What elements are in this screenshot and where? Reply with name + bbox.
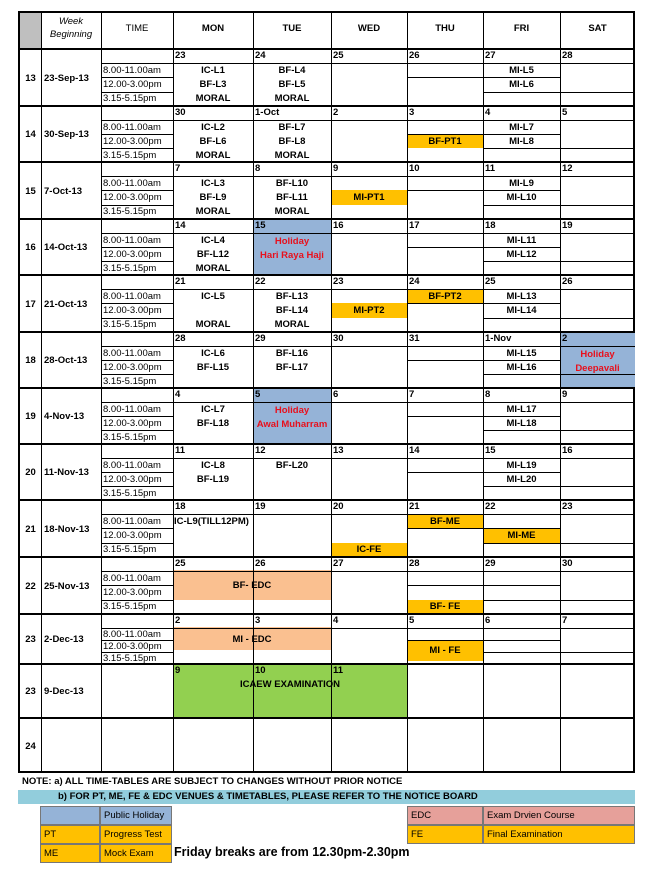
time-slot: 12.00-3.00pm [103, 192, 162, 203]
tue-entry: MORAL [274, 93, 310, 105]
friday-note: Friday breaks are from 12.30pm-2.30pm [174, 845, 410, 859]
week-date: 21-Oct-13 [44, 298, 88, 310]
time-slot: 3.15-5.15pm [103, 487, 157, 499]
time-slot: 3.15-5.15pm [103, 149, 157, 161]
day-number: 13 [333, 445, 344, 456]
edc-label: BF- EDC [232, 580, 272, 591]
time-slot: 8.00-11.00am [103, 121, 161, 133]
time-slot: 12.00-3.00pm [103, 640, 162, 652]
holiday-label: Hari Raya Haji [260, 250, 324, 261]
day-number: 21 [175, 276, 186, 287]
holiday-label: Awal Muharram [256, 419, 328, 430]
day-number: 6 [333, 389, 339, 400]
day-number: 11 [485, 163, 496, 174]
mon-entry: BF-L15 [196, 361, 230, 373]
mon-entry: MORAL [195, 206, 231, 218]
time-slot: 8.00-11.00am [103, 177, 161, 189]
week-date: 14-Oct-13 [44, 242, 88, 253]
grid-line [407, 472, 483, 473]
day-number: 15 [255, 220, 266, 231]
holiday-label: Deepavali [575, 363, 620, 374]
time-slot: 12.00-3.00pm [103, 587, 162, 598]
grid-line [407, 190, 483, 191]
time-slot: 3.15-5.15pm [103, 319, 157, 331]
mon-entry: IC-L9(TILL12PM) [174, 515, 249, 527]
legend-code: PT [40, 825, 100, 844]
time-slot: 12.00-3.00pm [103, 248, 162, 260]
day-number: 3 [255, 615, 261, 626]
day-number: 7 [562, 615, 568, 626]
grid-line [483, 148, 635, 149]
day-header: THU [435, 23, 455, 34]
day-number: 23 [175, 50, 186, 61]
tue-entry: BF-L16 [275, 347, 309, 359]
day-number: 23 [333, 276, 344, 287]
day-number: 1-Nov [485, 333, 512, 344]
time-slot: 8.00-11.00am [103, 459, 161, 471]
week-number: 23 [25, 686, 36, 697]
fri-entry: MI-L19 [506, 459, 537, 471]
mon-entry: IC-L5 [201, 290, 225, 302]
week-date: 25-Nov-13 [44, 580, 90, 592]
week-number: 20 [25, 467, 36, 478]
tue-entry: BF-L14 [275, 305, 309, 316]
time-slot: 12.00-3.00pm [103, 361, 162, 373]
day-number: 6 [485, 615, 491, 626]
wed-entry: MI-PT2 [353, 305, 385, 316]
time-header: TIME [125, 23, 149, 34]
fri-entry: MI-L15 [506, 347, 537, 359]
week-date: 18-Nov-13 [44, 523, 90, 535]
week-date: 7-Oct-13 [44, 185, 83, 197]
fri-entry: MI-L9 [509, 177, 534, 189]
day-number: 30 [175, 107, 186, 118]
fri-entry: MI-L5 [509, 64, 534, 76]
thu-entry: BF-PT2 [428, 290, 462, 302]
fri-entry: MI-L10 [506, 192, 537, 203]
day-number: 22 [485, 501, 496, 512]
mon-entry: IC-L1 [201, 64, 225, 76]
tue-entry: MORAL [274, 319, 310, 331]
week-date: 28-Oct-13 [44, 355, 88, 366]
legend-code: EDC [407, 806, 483, 825]
mon-entry: IC-L2 [201, 121, 225, 133]
day-number: 18 [485, 220, 496, 231]
tue-entry: BF-L13 [275, 290, 309, 302]
grid-line [483, 205, 635, 206]
day-number: 30 [562, 558, 573, 569]
grid-line [407, 585, 483, 586]
day-number: 25 [333, 50, 344, 61]
time-slot: 8.00-11.00am [103, 515, 161, 527]
fri-entry: MI-L17 [506, 403, 537, 415]
day-number: 23 [562, 501, 573, 512]
day-number: 18 [175, 501, 186, 512]
mon-entry: BF-L9 [199, 192, 227, 203]
day-header: MON [201, 23, 225, 34]
tue-entry: BF-L5 [278, 79, 306, 90]
time-slot: 3.15-5.15pm [103, 601, 157, 613]
day-number: 28 [562, 50, 573, 61]
legend-code: ME [40, 844, 100, 863]
timetable-grid [18, 11, 635, 773]
day-number: 11 [333, 665, 344, 676]
time-slot: 8.00-11.00am [103, 64, 161, 76]
day-header: FRI [513, 23, 530, 34]
day-number: 19 [562, 220, 573, 231]
holiday-label: Holiday [274, 236, 310, 247]
grid-line [483, 543, 635, 544]
time-slot: 8.00-11.00am [103, 234, 161, 246]
day-number: 29 [255, 333, 266, 344]
thu-entry: MI - FE [429, 644, 461, 656]
mon-entry: BF-L12 [196, 248, 230, 260]
thu-entry: BF-ME [429, 515, 461, 527]
day-number: 27 [333, 558, 344, 569]
day-number: 26 [562, 276, 573, 287]
note-a: NOTE: a) ALL TIME-TABLES ARE SUBJECT TO CHANGES WITHOUT PRIOR NOTICE [22, 776, 403, 787]
week-header: Beginning [49, 29, 93, 40]
day-number: 28 [409, 558, 420, 569]
mon-entry: IC-L4 [201, 234, 225, 246]
day-number: 2 [562, 333, 568, 344]
day-number: 7 [175, 163, 181, 174]
time-slot: 3.15-5.15pm [103, 93, 157, 105]
week-number: 24 [25, 740, 36, 752]
day-number: 1-Oct [255, 107, 280, 118]
day-number: 20 [333, 501, 344, 512]
mon-entry: BF-L6 [199, 135, 227, 147]
time-slot: 8.00-11.00am [103, 403, 161, 415]
tue-entry: BF-L17 [275, 361, 309, 373]
fri-entry: MI-L8 [509, 135, 534, 147]
grid-line [101, 13, 102, 773]
holiday-label: Holiday [274, 405, 310, 416]
day-number: 25 [485, 276, 496, 287]
mon-entry: BF-L3 [199, 79, 227, 90]
grid-line [483, 486, 635, 487]
week-number: 18 [25, 355, 36, 366]
tue-entry: BF-L4 [278, 64, 306, 76]
fri-entry: MI-L16 [506, 361, 537, 373]
day-number: 22 [255, 276, 266, 287]
tue-entry: BF-L11 [276, 192, 308, 203]
week-number: 15 [25, 185, 36, 197]
tue-entry: BF-L20 [275, 459, 309, 471]
day-number: 28 [175, 333, 186, 344]
day-number: 8 [255, 163, 261, 174]
day-number: 8 [485, 389, 491, 400]
mon-entry: MORAL [195, 93, 231, 105]
day-number: 3 [409, 107, 415, 118]
week-number: 17 [25, 298, 36, 310]
grid-line [407, 13, 408, 773]
grid-line [483, 600, 635, 601]
week-number: 19 [25, 411, 36, 422]
note-b: b) FOR PT, ME, FE & EDC VENUES & TIMETABLES, PLEASE REFER TO THE NOTICE BOARD [58, 791, 478, 802]
time-slot: 8.00-11.00am [103, 347, 161, 359]
grid-line [101, 571, 635, 572]
fri-entry: MI-L6 [509, 79, 534, 90]
day-number: 12 [562, 163, 573, 174]
row-divider [20, 717, 635, 719]
day-number: 25 [175, 558, 186, 569]
week-number: 22 [25, 580, 36, 592]
fri-entry: MI-L18 [506, 417, 537, 429]
tue-entry: MORAL [274, 149, 310, 161]
week-date: 9-Dec-13 [44, 686, 84, 697]
day-number: 16 [562, 445, 573, 456]
day-number: 19 [255, 501, 266, 512]
day-number: 4 [485, 107, 491, 118]
day-number: 29 [485, 558, 496, 569]
grid-line [483, 92, 635, 93]
grid-line [407, 247, 483, 248]
time-slot: 3.15-5.15pm [103, 431, 157, 443]
day-number: 2 [175, 615, 181, 626]
legend-label: Final Examination [483, 825, 635, 844]
week-date: 4-Nov-13 [44, 411, 85, 422]
mon-entry: BF-L18 [196, 417, 230, 429]
grid-line [407, 360, 483, 361]
day-number: 27 [485, 50, 496, 61]
wed-entry: IC-FE [356, 544, 382, 556]
time-slot: 8.00-11.00am [103, 290, 161, 302]
day-number: 30 [333, 333, 344, 344]
week-date: 2-Dec-13 [44, 634, 84, 645]
day-number: 9 [562, 389, 568, 400]
grid-line [483, 640, 560, 641]
grid-line [407, 640, 483, 641]
time-slot: 8.00-11.00am [103, 628, 161, 640]
day-number: 14 [175, 220, 186, 231]
icaew-label: ICAEW EXAMINATION [239, 679, 341, 690]
mon-entry: IC-L7 [201, 403, 225, 415]
week-number: 14 [25, 129, 36, 140]
tue-entry: BF-L7 [278, 121, 306, 133]
grid-line [41, 13, 42, 773]
mon-entry: MORAL [195, 319, 231, 331]
fri-entry: MI-L20 [506, 473, 537, 485]
day-number: 31 [409, 333, 420, 344]
fri-entry: MI-L7 [509, 121, 534, 133]
tue-entry: BF-L10 [275, 177, 309, 189]
time-slot: 3.15-5.15pm [103, 375, 157, 387]
thu-entry: BF- FE [429, 601, 461, 613]
time-slot: 3.15-5.15pm [103, 206, 157, 218]
grid-line [407, 303, 483, 304]
day-number: 14 [409, 445, 420, 456]
grid-line [407, 416, 483, 417]
grid-line [483, 585, 560, 586]
day-number: 24 [255, 50, 266, 61]
day-number: 5 [562, 107, 568, 118]
grid-line [483, 318, 635, 319]
tue-entry: MORAL [274, 206, 310, 218]
corner-gray-cell [20, 13, 41, 49]
time-slot: 12.00-3.00pm [103, 530, 162, 541]
day-number: 11 [175, 445, 186, 456]
time-slot: 12.00-3.00pm [103, 417, 162, 429]
week-number: 21 [25, 523, 36, 535]
grid-line [560, 13, 561, 773]
mon-entry: IC-L8 [201, 459, 225, 471]
time-slot: 12.00-3.00pm [103, 79, 162, 90]
grid-line [483, 652, 635, 653]
day-number: 26 [255, 558, 266, 569]
time-slot: 3.15-5.15pm [103, 262, 157, 274]
week-number: 16 [25, 242, 36, 253]
day-number: 26 [409, 50, 420, 61]
day-number: 17 [409, 220, 420, 231]
grid-line [483, 261, 635, 262]
day-number: 4 [333, 615, 339, 626]
mon-entry: BF-L19 [196, 473, 230, 485]
day-number: 10 [409, 163, 420, 174]
grid-line [483, 430, 635, 431]
tue-entry: BF-L8 [278, 135, 306, 147]
day-header: TUE [282, 23, 302, 34]
time-slot: 3.15-5.15pm [103, 544, 157, 556]
week-date: 11-Nov-13 [44, 467, 89, 478]
day-number: 7 [409, 389, 415, 400]
legend-code [40, 806, 100, 825]
time-slot: 8.00-11.00am [103, 572, 161, 584]
fri-entry: MI-L11 [506, 234, 537, 246]
grid-line [407, 528, 483, 529]
mon-entry: IC-L3 [201, 177, 225, 189]
grid-line [407, 77, 483, 78]
legend-label: Mock Exam [100, 844, 172, 863]
time-slot: 12.00-3.00pm [103, 135, 162, 147]
mon-entry: MORAL [195, 262, 231, 274]
time-slot: 3.15-5.15pm [103, 652, 157, 664]
fri-entry: MI-L12 [506, 248, 537, 260]
grid-line [331, 13, 332, 773]
day-number: 24 [409, 276, 420, 287]
day-number: 4 [175, 389, 181, 400]
edc-label: MI - EDC [232, 633, 272, 645]
week-header: Week [58, 16, 84, 27]
legend-code: FE [407, 825, 483, 844]
fri-entry: MI-L13 [506, 290, 537, 302]
day-number: 12 [255, 445, 266, 456]
grid-line [101, 628, 635, 629]
day-number: 2 [333, 107, 339, 118]
fri-entry: MI-ME [507, 530, 536, 541]
week-date: 30-Sep-13 [44, 129, 89, 140]
day-number: 9 [175, 665, 181, 676]
mon-entry: IC-L6 [201, 347, 225, 359]
day-number: 16 [333, 220, 344, 231]
fri-entry: MI-L14 [506, 305, 537, 316]
day-header: SAT [588, 23, 607, 34]
day-number: 9 [333, 163, 339, 174]
legend-label: Public Holiday [100, 806, 172, 825]
wed-entry: MI-PT1 [353, 192, 385, 203]
day-number: 5 [255, 389, 261, 400]
day-number: 21 [409, 501, 420, 512]
holiday-label: Holiday [580, 349, 615, 360]
day-header: WED [357, 23, 381, 34]
week-number: 13 [25, 72, 36, 84]
time-slot: 12.00-3.00pm [103, 473, 162, 485]
day-number: 15 [485, 445, 496, 456]
week-date: 23-Sep-13 [44, 72, 89, 84]
thu-entry: BF-PT1 [428, 135, 462, 147]
time-slot: 12.00-3.00pm [103, 305, 162, 316]
day-number: 10 [255, 665, 266, 676]
mon-entry: MORAL [195, 149, 231, 161]
legend-label: Progress Test [100, 825, 172, 844]
legend-label: Exam Drvien Course [483, 806, 635, 825]
week-number: 23 [25, 634, 36, 645]
day-number: 5 [409, 615, 415, 626]
